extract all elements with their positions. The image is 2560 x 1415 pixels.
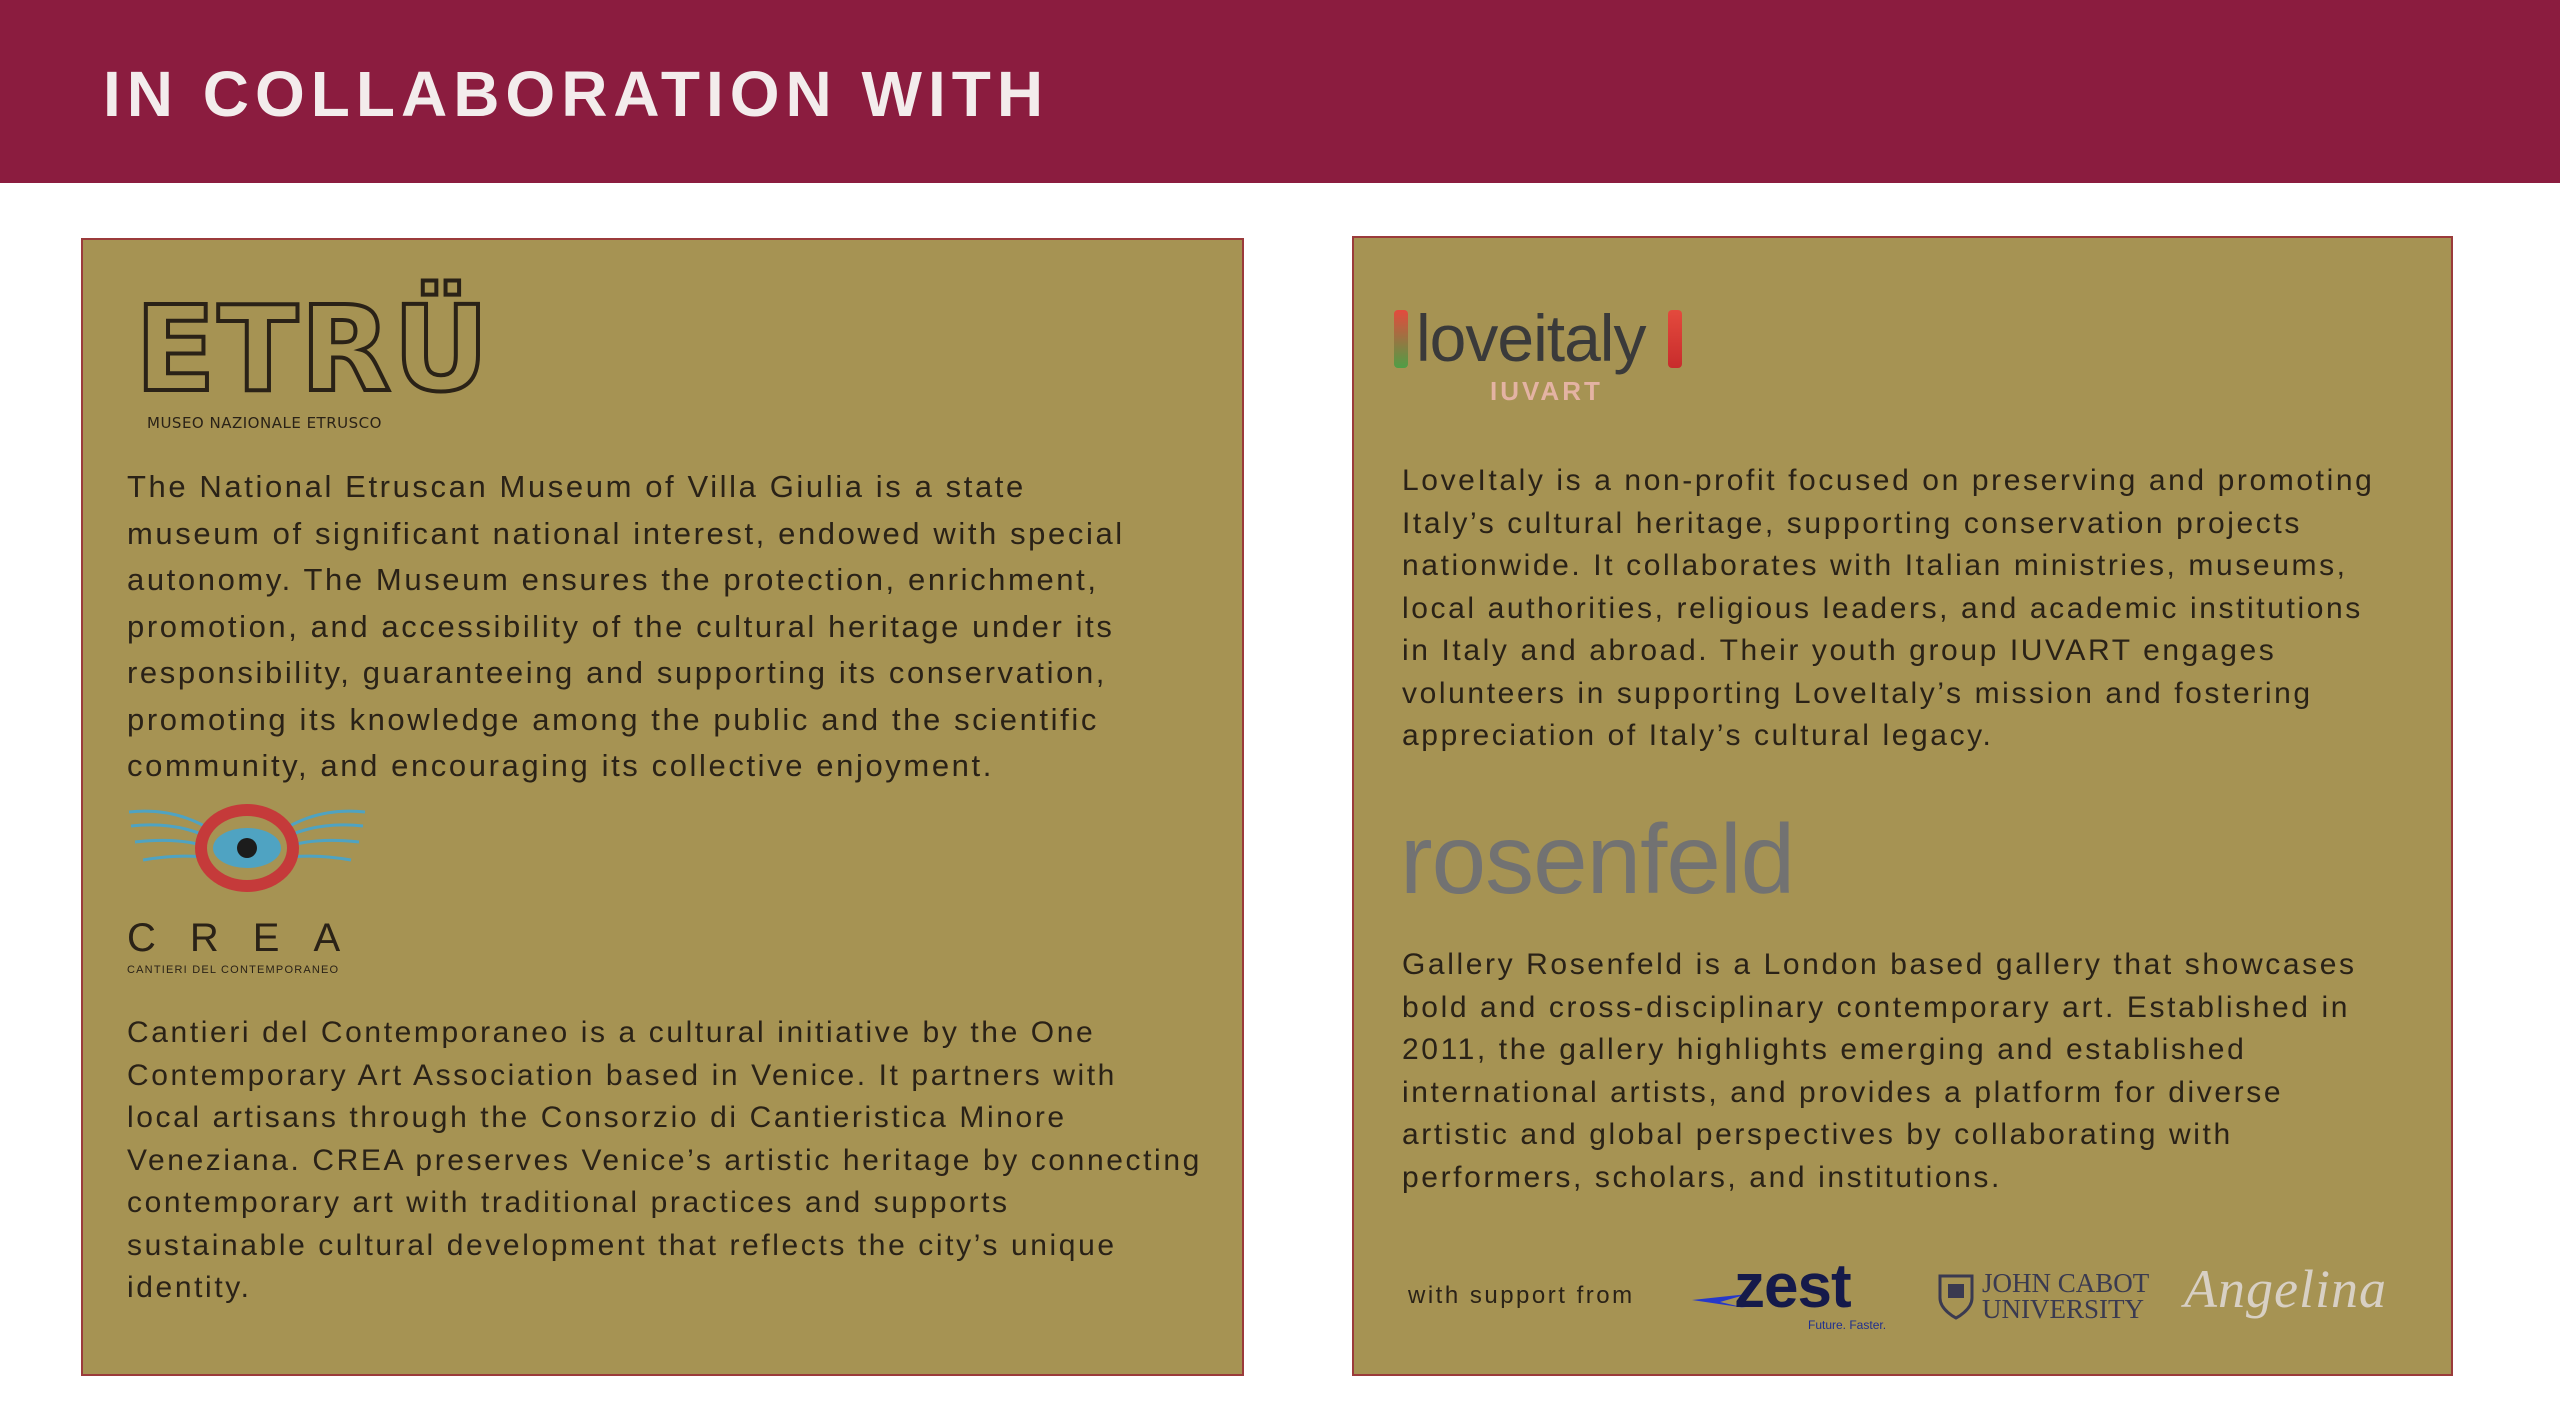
partners-panel-left <box>81 238 1244 1376</box>
description-line: local authorities, religious leaders, and academic institutions <box>1402 591 2363 625</box>
partners-panel-right <box>1352 236 2453 1376</box>
zest-wordmark: zest <box>1734 1252 1851 1321</box>
description-line: promotion, and accessibility of the cultural heritage under its <box>127 608 1115 644</box>
zest-logo <box>1690 1252 1900 1332</box>
description-line: performers, scholars, and institutions. <box>1402 1160 2002 1194</box>
etru-description <box>127 464 1125 790</box>
john-cabot-university-name <box>1982 1270 2149 1322</box>
loveitaly-description <box>1402 460 2374 758</box>
description-line: volunteers in supporting LoveItaly’s mission and fostering <box>1402 676 2313 710</box>
description-line: Contemporary Art Association based in Venice. It partners with <box>127 1058 1117 1092</box>
jcu-line-2: UNIVERSITY <box>1982 1294 2144 1324</box>
rosenfeld-logo: rosenfeld <box>1400 804 1795 914</box>
description-line: promoting its knowledge among the public and the scientific <box>127 701 1099 737</box>
description-line: The National Etruscan Museum of Villa Giulia is a state <box>127 469 1026 504</box>
description-line: museum of significant national interest, endowed with special <box>127 515 1125 551</box>
description-line: Gallery Rosenfeld is a London based gallery that showcases <box>1402 948 2357 981</box>
crea-logo <box>127 798 377 978</box>
description-line: sustainable cultural development that reflects the city’s unique <box>127 1228 1117 1262</box>
crea-logo-subtitle: CANTIERI DEL CONTEMPORANEO <box>127 964 340 976</box>
description-line: nationwide. It collaborates with Italian ministries, museums, <box>1402 549 2348 582</box>
description-line: international artists, and provides a platform for diverse <box>1402 1075 2284 1109</box>
italian-flag-bar-icon <box>1668 310 1682 368</box>
etru-logo-subtitle: MUSEO NAZIONALE ETRUSCO <box>147 414 382 432</box>
description-line: appreciation of Italy’s cultural legacy. <box>1402 719 1994 752</box>
italian-flag-bar-icon <box>1394 310 1408 368</box>
description-line: community, and encouraging its collective enjoyment. <box>127 748 994 783</box>
iuvart-wordmark: IUVART <box>1490 376 1603 406</box>
description-line: 2011, the gallery highlights emerging and established <box>1402 1033 2247 1066</box>
rosenfeld-description <box>1402 944 2357 1199</box>
loveitaly-wordmark: loveitaly <box>1416 301 1646 375</box>
description-line: Cantieri del Contemporaneo is a cultural initiative by the One <box>127 1016 1096 1049</box>
header-banner <box>0 0 2560 183</box>
description-line: Veneziana. CREA preserves Venice’s artistic heritage by connecting <box>127 1143 1202 1177</box>
page-title: IN COLLABORATION WITH <box>103 58 1050 130</box>
etru-logo <box>135 280 491 440</box>
jcu-line-1: JOHN CABOT <box>1982 1268 2150 1298</box>
description-line: contemporary art with traditional practices and supports <box>127 1186 1010 1219</box>
university-crest-icon <box>1936 1272 1976 1320</box>
description-line: Italy’s cultural heritage, supporting conservation projects <box>1402 506 2302 540</box>
zest-tagline: Future. Faster. <box>1808 1318 1887 1332</box>
description-line: LoveItaly is a non-profit focused on preserving and promoting <box>1402 464 2375 497</box>
john-cabot-university-logo <box>1934 1268 2174 1328</box>
description-line: local artisans through the Consorzio di Cantieristica Minore <box>127 1101 1067 1134</box>
description-line: artistic and global perspectives by collaborating with <box>1402 1118 2233 1151</box>
description-line: in Italy and abroad. Their youth group IUVART engages <box>1402 634 2277 667</box>
etru-wordmark: ETRÜ <box>135 280 491 418</box>
crea-description <box>127 1012 1202 1310</box>
loveitaly-logo <box>1394 302 1714 412</box>
support-label: with support from <box>1408 1282 1635 1309</box>
crea-eye-icon <box>127 798 367 908</box>
description-line: autonomy. The Museum ensures the protection, enrichment, <box>127 562 1099 597</box>
angelina-logo: Angelina <box>2184 1259 2387 1319</box>
description-line: identity. <box>127 1271 252 1304</box>
description-line: bold and cross-disciplinary contemporary art. Established in <box>1402 990 2351 1024</box>
crea-wordmark: CREA <box>127 916 375 960</box>
description-line: responsibility, guaranteeing and supporting its conservation, <box>127 655 1108 690</box>
